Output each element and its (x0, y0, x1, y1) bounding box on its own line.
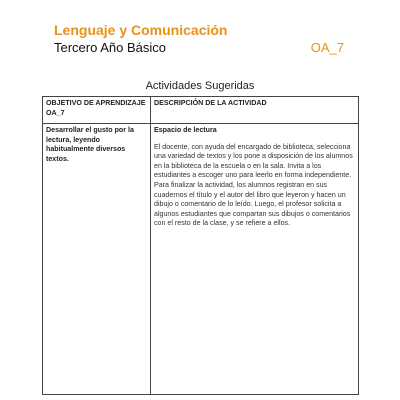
table-row (43, 124, 359, 395)
objective-column-header: OBJETIVO DE APRENDIZAJE OA_7 (43, 97, 151, 124)
description-column-header: DESCRIPCIÓN DE LA ACTIVIDAD (151, 97, 359, 124)
activities-table (42, 96, 359, 395)
document-header (54, 22, 350, 56)
table-header-row (43, 97, 359, 124)
description-cell (151, 124, 359, 395)
grade-label: Tercero Año Básico (54, 40, 167, 55)
objective-code: OA_7 (310, 40, 344, 55)
section-title: Actividades Sugeridas (145, 80, 255, 92)
grade-row (54, 40, 350, 56)
activity-title: Espacio de lectura (154, 126, 217, 134)
objective-cell (43, 124, 151, 395)
subject-title: Lenguaje y Comunicación (54, 22, 228, 38)
activity-description: El docente, con ayuda del encargado de biblioteca, selecciona una variedad de textos y los pone a disposición de los alumnos en la biblioteca de la escuela o en la sala. Invita a los estudiantes a escoger uno para leerlo en forma independiente. Para finalizar la actividad, los alumnos registran en sus cuadernos el título y el autor del libro que leyeron y hacen un dibujo o comentario de lo leído. Luego, el profesor solicita a algunos estudiantes que compartan sus dibujos o comentarios con el resto de la clase, y se refiere a ellos. (154, 142, 353, 228)
objective-text: Desarrollar el gusto por la lectura, leyendo habitualmente diversos textos. (46, 126, 134, 163)
